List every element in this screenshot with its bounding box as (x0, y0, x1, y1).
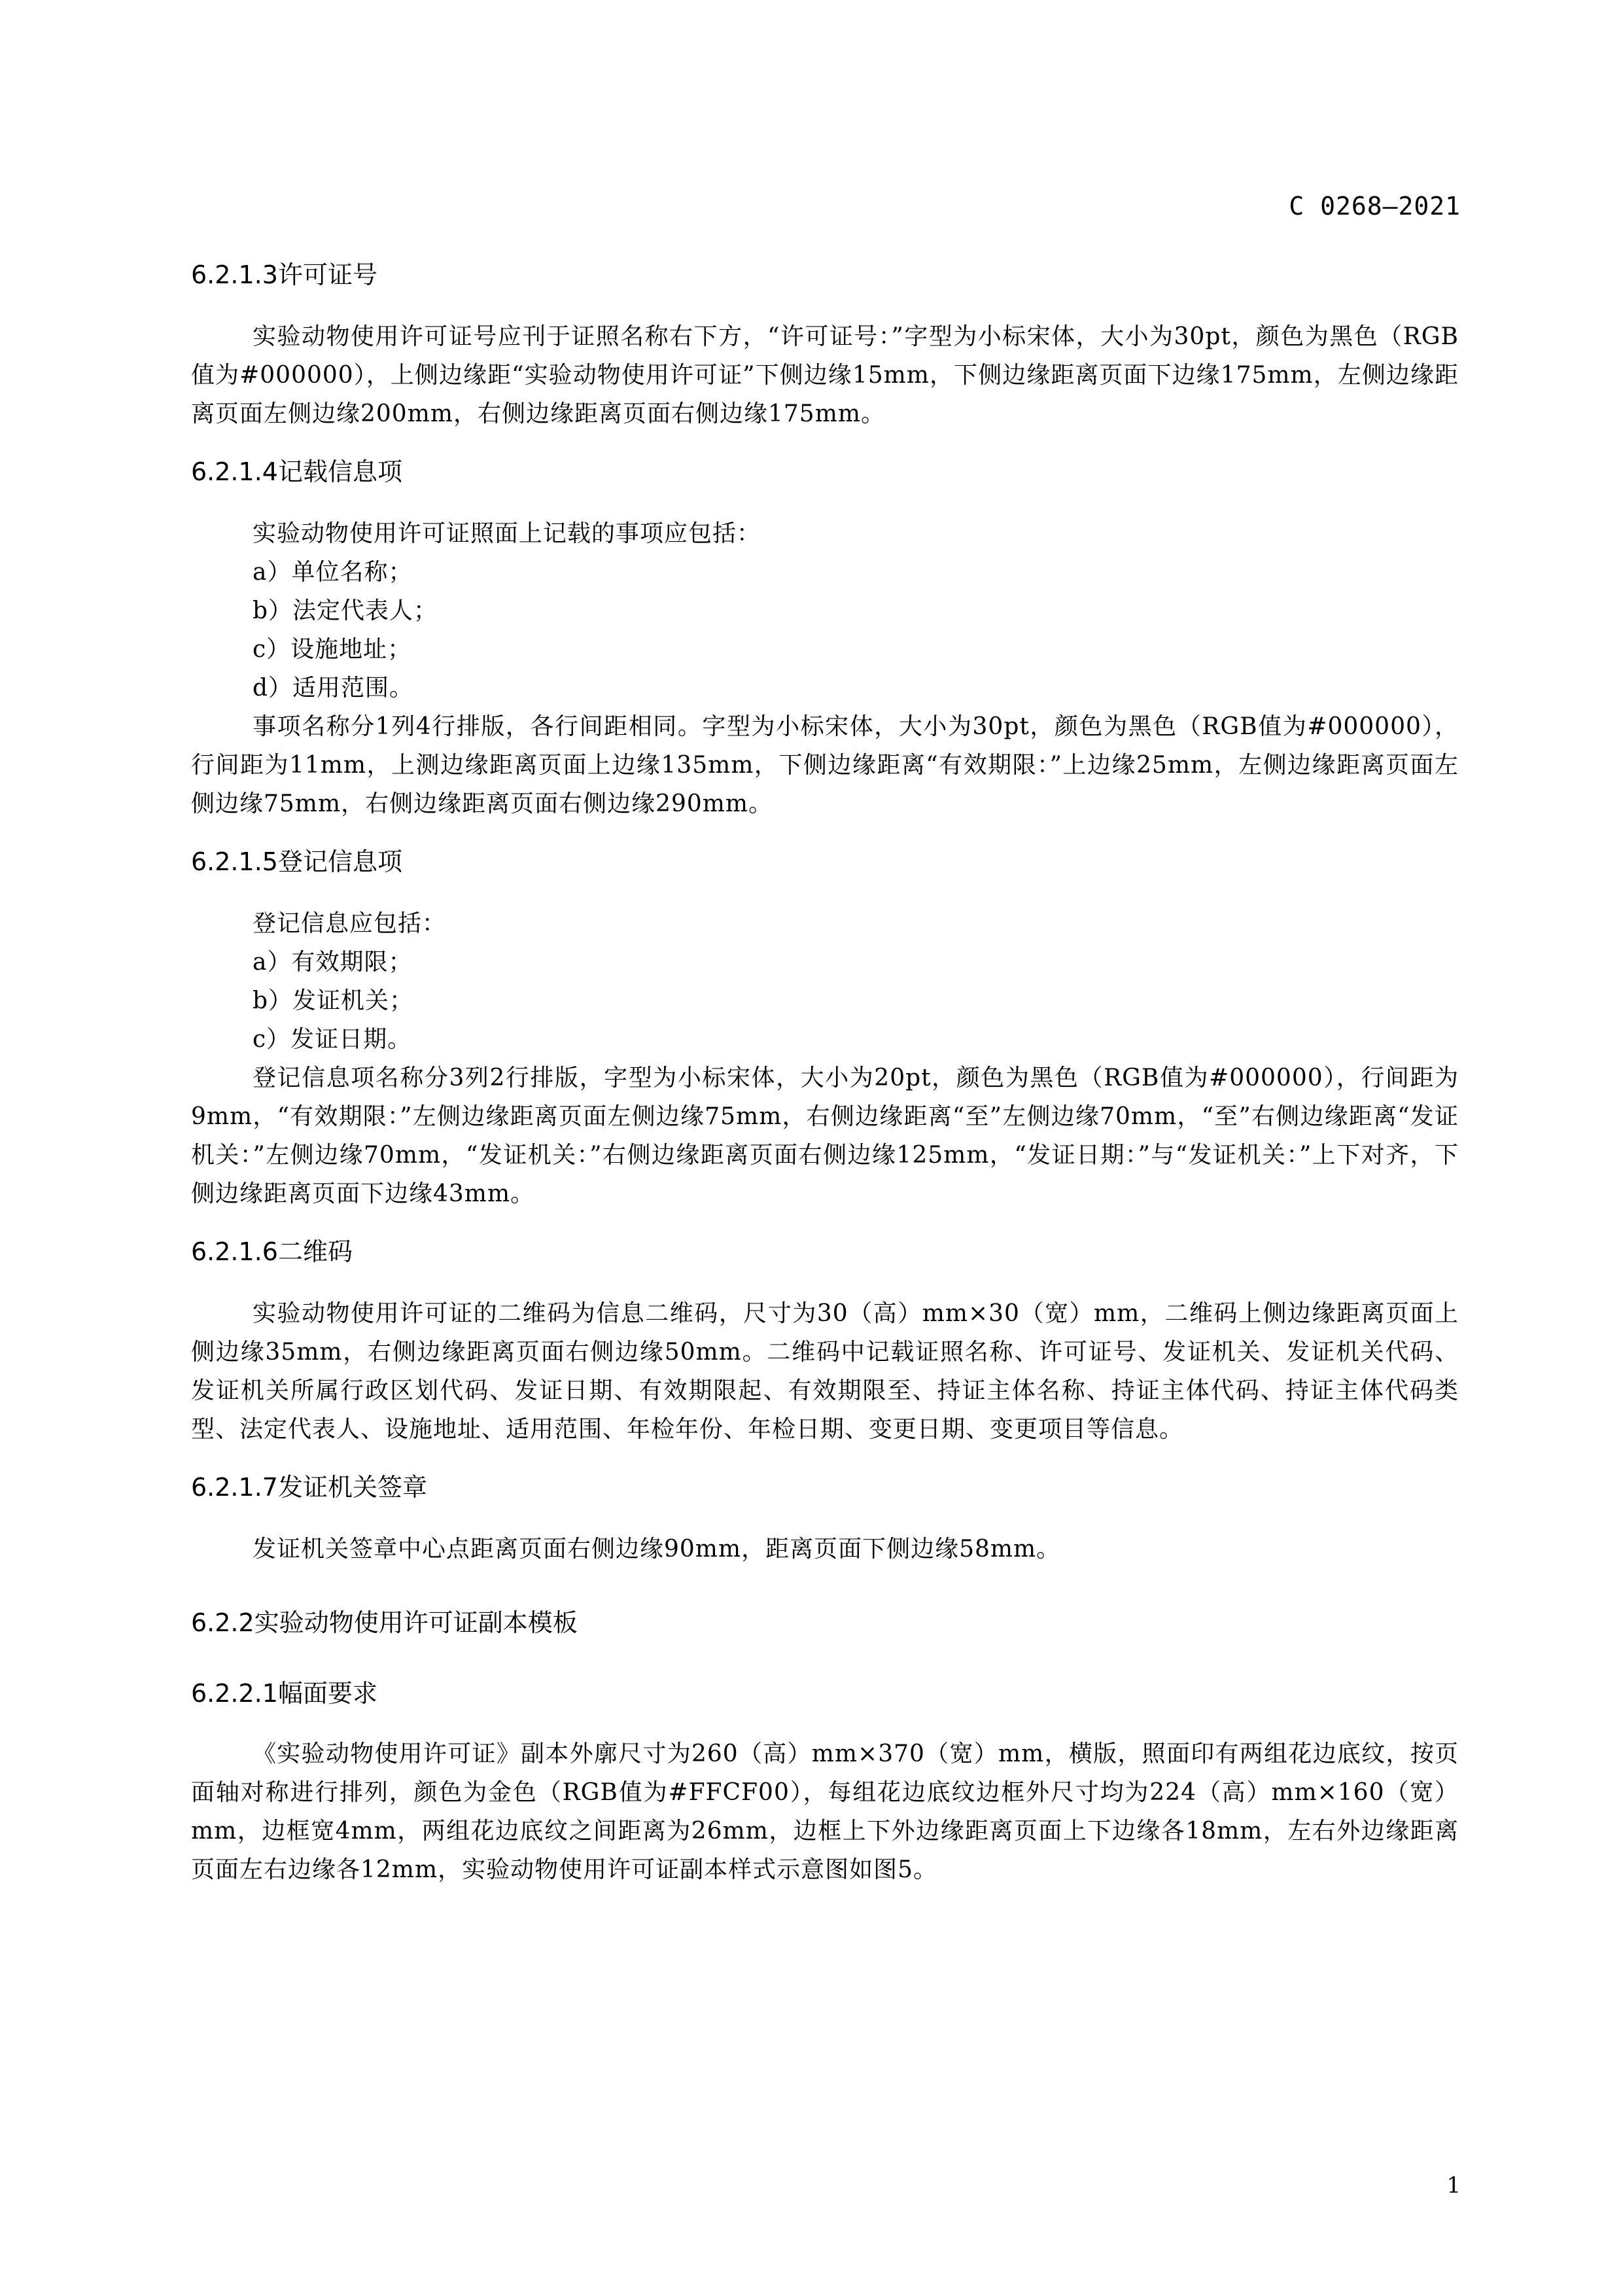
paragraph-6213: 实验动物使用许可证号应刊于证照名称右下方，“许可证号：”字型为小标宋体，大小为30pt，颜色为黑色（RGB值为#000000），上侧边缘距“实验动物使用许可证”下侧边缘15mm，下侧边缘距离页面下边缘175mm，左侧边缘距离页面左侧边缘200mm，右侧边缘距离页面右侧边缘175mm。 (191, 323, 1459, 427)
paragraph-6215-body: 登记信息项名称分3列2行排版，字型为小标宋体，大小为20pt，颜色为黑色（RGB值为#000000），行间距为9mm，“有效期限：”左侧边缘距离页面左侧边缘75mm，右侧边缘距离“至”左侧边缘70mm，“至”右侧边缘距离“发证机关：”左侧边缘70mm，“发证机关：”右侧边缘距离页面右侧边缘125mm，“发证日期：”与“发证机关：”上下对齐，下侧边缘距离页面下边缘43mm。 (191, 1065, 1459, 1207)
document-body (191, 258, 1459, 1889)
section-title-6214: 6.2.1.4记载信息项 (191, 457, 402, 486)
paragraph-6217: 发证机关签章中心点距离页面右侧边缘90mm，距离页面下侧边缘58mm。 (253, 1536, 1061, 1563)
list-item-6214-c: c）设施地址； (253, 636, 412, 663)
list-item-6215-a: a）有效期限； (253, 949, 413, 976)
section-title-6213: 6.2.1.3许可证号 (191, 260, 377, 289)
list-item-6215-c: c）发证日期。 (253, 1026, 412, 1053)
section-title-6221: 6.2.2.1幅面要求 (191, 1679, 377, 1708)
paragraph-6214-body: 事项名称分1列4行排版，各行间距相同。字型为小标宋体，大小为30pt，颜色为黑色（RGB值为#000000），行间距为11mm，上测边缘距离页面上边缘135mm，下侧边缘距离“有效期限：”上边缘25mm，左侧边缘距离页面左侧边缘75mm，右侧边缘距离页面右侧边缘290mm。 (191, 713, 1459, 817)
paragraph-6215-intro: 登记信息应包括： (253, 910, 447, 937)
paragraph-6216: 实验动物使用许可证的二维码为信息二维码，尺寸为30（高）mm×30（宽）mm，二维码上侧边缘距离页面上侧边缘35mm，右侧边缘距离页面右侧边缘50mm。二维码中记载证照名称、许可证号、发证机关、发证机关代码、发证机关所属行政区划代码、发证日期、有效期限起、有效期限至、持证主体名称、持证主体代码、持证主体代码类型、法定代表人、设施地址、适用范围、年检年份、年检日期、变更日期、变更项目等信息。 (191, 1300, 1459, 1443)
section-title-6215: 6.2.1.5登记信息项 (191, 847, 402, 876)
paragraph-6214-intro: 实验动物使用许可证照面上记载的事项应包括： (253, 520, 761, 547)
paragraph-6221: 《实验动物使用许可证》副本外廓尺寸为260（高）mm×370（宽）mm，横版，照面印有两组花边底纹，按页面轴对称进行排列，颜色为金色（RGB值为#FFCF00），每组花边底纹边框外尺寸均为224（高）mm×160（宽）mm，边框宽4mm，两组花边底纹之间距离为26mm，边框上下外边缘距离页面上下边缘各18mm，左右外边缘距离页面左右边缘各12mm，实验动物使用许可证副本样式示意图如图5。 (191, 1740, 1459, 1883)
document-code: C 0268—2021 (1289, 192, 1461, 221)
list-item-6214-d: d）适用范围。 (253, 675, 414, 701)
section-title-622: 6.2.2实验动物使用许可证副本模板 (191, 1608, 578, 1637)
section-title-6216: 6.2.1.6二维码 (191, 1237, 353, 1266)
page-number: 1 (1446, 2172, 1461, 2199)
list-item-6214-a: a）单位名称； (253, 559, 413, 586)
list-item-6215-b: b）发证机关； (253, 987, 414, 1014)
section-title-6217: 6.2.1.7发证机关签章 (191, 1473, 427, 1502)
list-item-6214-b: b）法定代表人； (253, 597, 438, 624)
